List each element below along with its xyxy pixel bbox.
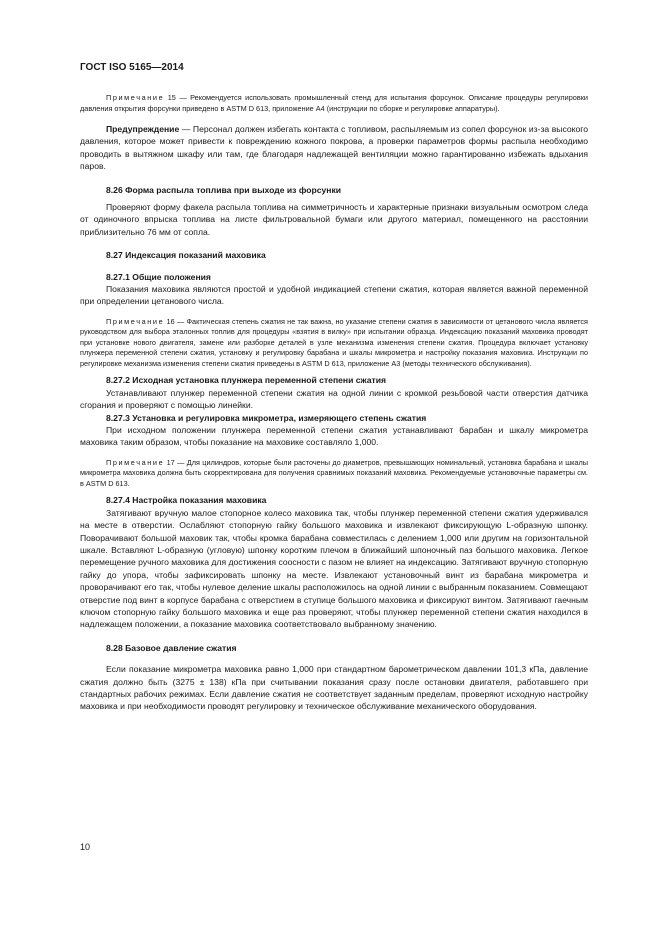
note-text: 16 — Фактическая степень сжатия не так важна, но указание степени сжатия в зависимости от цетанового числа является руководством для выбора эталонных топлив для процедуры «взятия в вилку» при испытании образца. Индексацию показаний маховика проводят при установке нового двигателя, замене или разборке деталей в узле механизма изменения степени сжатия. Процедура включает установку плунжера переменной степени сжатия, установку и регулировку барабана и шкалы микрометра и настройку показания маховика. Инструкции по регулировке механизма изменения степени сжатия приведены в ASTM D 613, приложение А3 (методы технического обслуживания). <box>80 316 588 368</box>
paragraph-8-27-1: Показания маховика являются простой и удобной индикацией степени сжатия, которая является важной переменной при определении цетанового числа. <box>80 284 588 307</box>
heading-8-27-2: 8.27.2 Исходная установка плунжера переменной степени сжатия <box>106 375 387 386</box>
note-15 <box>80 93 588 114</box>
note-text: 15 — Рекомендуется использовать промышленный стенд для испытания форсунок. Описание процедуры регулировки давления открытия форсунки приведено в ASTM D 613, приложение А4 (инструкции по сборке и регулировке аппаратуры). <box>80 93 588 113</box>
note-17 <box>80 458 588 490</box>
note-text: 17 — Для цилиндров, которые были расточены до диаметров, превышающих номинальный, установка барабана и шкалы микрометра маховика должна быть скорректирована для получения сравнимых показаний маховика. Рекомендуемые установочные параметры см. в ASTM D 613. <box>80 457 588 488</box>
heading-8-27-4: 8.27.4 Настройка показания маховика <box>106 495 267 506</box>
document-header: ГОСТ ISO 5165—2014 <box>80 62 184 73</box>
paragraph-8-28: Если показание микрометра маховика равно 1,000 при стандартном барометрическом давлении 101,3 кПа, давление сжатия должно быть (3275 ± 138) кПа при считывании показания сразу после остановки двигателя, работавшего при стандартных рабочих режимах. Если давление сжатия не соответствует заданным пределам, проверяют исходную настройку маховика и при необходимости проводят регулировку и техническое обслуживание механического оборудования. <box>80 664 588 712</box>
heading-8-26: 8.26 Форма распыла топлива при выходе из форсунки <box>106 184 342 195</box>
heading-8-27-3: 8.27.3 Установка и регулировка микрометра, измеряющего степень сжатия <box>106 412 427 423</box>
heading-8-27: 8.27 Индексация показаний маховика <box>106 250 266 261</box>
note-label: Примечание <box>106 457 165 467</box>
paragraph-8-27-3: При исходном положении плунжера переменной степени сжатия устанавливают барабан и шкалу микрометра маховика таким образом, чтобы показание на маховике составляло 1,000. <box>80 425 588 448</box>
paragraph-8-27-2: Устанавливают плунжер переменной степени сжатия на одной линии с кромкой резьбовой части отверстия датчика сгорания и проверяют с помощью линейки. <box>80 387 588 411</box>
warning-label: Предупреждение <box>106 124 180 134</box>
page-number: 10 <box>80 842 91 852</box>
paragraph-8-27-4: Затягивают вручную малое стопорное колесо маховика так, чтобы плунжер переменной степени сжатия удерживался на месте в отверстии. Ослабляют стопорную гайку большого маховика и извлекают фиксирующую L-образную шпонку. Поворачивают большой маховик так, чтобы кромка барабана совместилась с делением 1,000 или другим на горизонтальной шкале. Вставляют L-образную (угловую) шпонку коротким плечом в ближайший шпоночный паз большого маховика. Легкое перемещение ручного маховика для достижения соосности с пазом не влияет на индексацию. Затягивают вручную стопорную гайку до упора, чтобы зафиксировать шпонку на месте. Извлекают установочный винт из барабана микрометра и проворачивают его так, чтобы нулевое деление шкалы расположилось на одной линии с выбранным показанием. Совмещают отверстие под винт в корпусе барабана с отверстием в ступице большого маховика и фиксируют винтом. Затягивают гаечным ключом стопорную гайку большого маховика и еще раз проверяют, чтобы плунжер переменной степени сжатия находился в надлежащем положении, а показание маховика соответствовало выбранному значению. <box>80 507 588 630</box>
note-label: Примечание <box>106 93 165 102</box>
heading-8-27-1: 8.27.1 Общие положения <box>106 271 211 282</box>
document-page <box>80 62 588 713</box>
warning-text: — Персонал должен избегать контакта с топливом, распыляемым из сопел форсунок из-за высокого давления, которое может привести к повреждению кожного покрова, а проверки параметров формы распыла необходимо проводить в вытяжном шкафу или там, где благодаря надлежащей вентиляции можно гарантированно избежать вдыхания паров. <box>80 124 588 172</box>
warning-paragraph <box>80 123 588 173</box>
paragraph-8-26: Проверяют форму факела распыла топлива на симметричность и характерные признаки визуальным осмотром следа от одиночного впрыска топлива на листе фильтровальной бумаги или другого материал, помещенного на расстоянии приблизительно 76 мм от сопла. <box>80 202 588 237</box>
note-label: Примечание <box>106 316 165 326</box>
note-16 <box>80 317 588 370</box>
heading-8-28: 8.28 Базовое давление сжатия <box>106 642 237 653</box>
